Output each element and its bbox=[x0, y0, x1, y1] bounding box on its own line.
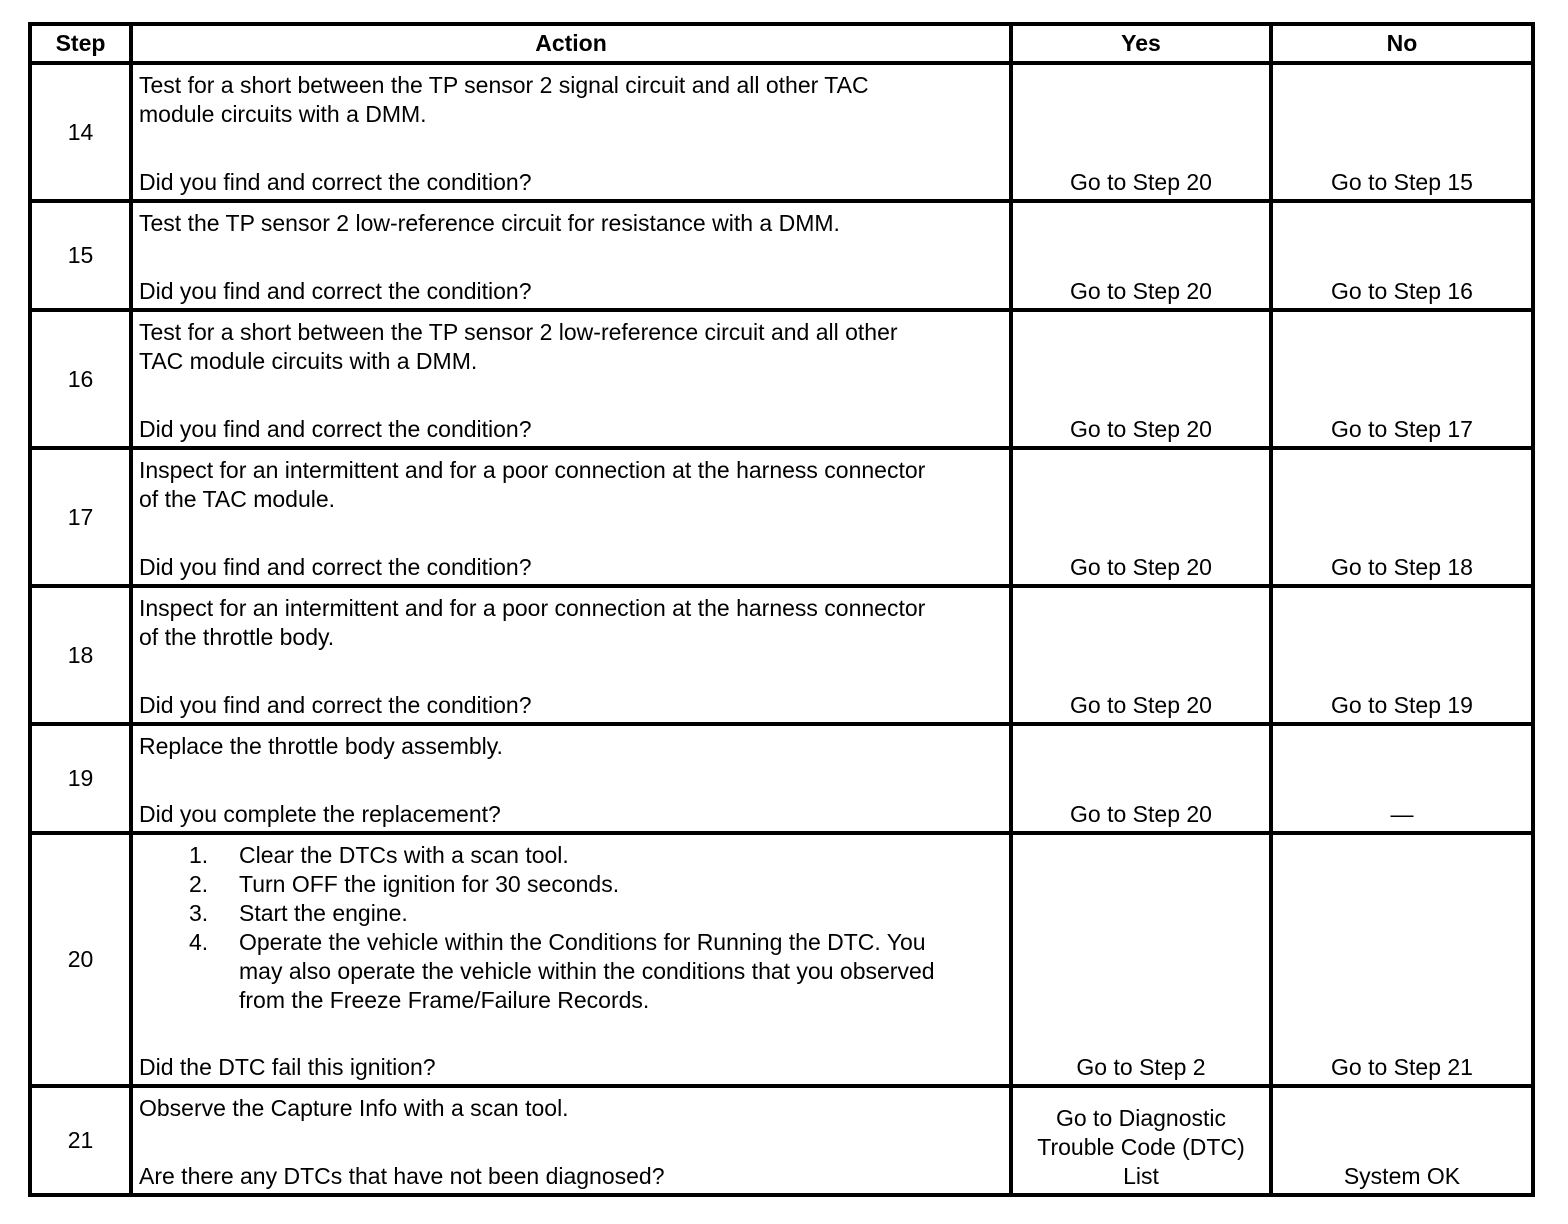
step-number: 19 bbox=[30, 724, 131, 833]
list-item-line: Start the engine. bbox=[239, 900, 408, 926]
action-text bbox=[139, 1094, 1005, 1123]
yes-line: List bbox=[1123, 1163, 1159, 1189]
action-cell bbox=[131, 586, 1011, 724]
list-item-line: may also operate the vehicle within the conditions that you observed bbox=[239, 958, 935, 984]
action-line: Test the TP sensor 2 low-reference circuit for resistance with a DMM. bbox=[139, 210, 840, 236]
action-text bbox=[139, 594, 1005, 652]
action-line: TAC module circuits with a DMM. bbox=[139, 348, 478, 374]
diagnostic-table bbox=[28, 22, 1535, 1197]
action-question: Did you find and correct the condition? bbox=[139, 278, 532, 304]
action-cell bbox=[131, 63, 1011, 201]
list-item-line: from the Freeze Frame/Failure Records. bbox=[239, 987, 650, 1013]
header-row bbox=[30, 24, 1533, 63]
list-item-line: Turn OFF the ignition for 30 seconds. bbox=[239, 871, 620, 897]
list-item-number: 1. bbox=[189, 842, 209, 868]
action-line: Inspect for an intermittent and for a poor connection at the harness connector bbox=[139, 595, 926, 621]
list-item bbox=[189, 841, 1005, 870]
no-cell: Go to Step 16 bbox=[1271, 201, 1533, 310]
step-number: 20 bbox=[30, 833, 131, 1086]
list-item bbox=[189, 899, 1005, 928]
header-action: Action bbox=[131, 24, 1011, 63]
action-question: Did you find and correct the condition? bbox=[139, 416, 532, 442]
action-line: Replace the throttle body assembly. bbox=[139, 733, 503, 759]
list-item bbox=[189, 928, 1005, 1015]
no-cell: Go to Step 18 bbox=[1271, 448, 1533, 586]
no-cell: Go to Step 17 bbox=[1271, 310, 1533, 448]
yes-cell bbox=[1011, 1086, 1271, 1195]
table-row bbox=[30, 586, 1533, 724]
yes-cell: Go to Step 2 bbox=[1011, 833, 1271, 1086]
action-line: Observe the Capture Info with a scan tool. bbox=[139, 1095, 569, 1121]
step-number: 14 bbox=[30, 63, 131, 201]
action-question: Are there any DTCs that have not been diagnosed? bbox=[139, 1163, 665, 1189]
list-item-number: 4. bbox=[189, 929, 209, 955]
yes-cell: Go to Step 20 bbox=[1011, 310, 1271, 448]
action-line: Test for a short between the TP sensor 2 low-reference circuit and all other bbox=[139, 319, 898, 345]
yes-cell: Go to Step 20 bbox=[1011, 586, 1271, 724]
action-question: Did you complete the replacement? bbox=[139, 801, 501, 827]
action-question: Did you find and correct the condition? bbox=[139, 554, 532, 580]
action-text bbox=[139, 318, 1005, 376]
step-number: 17 bbox=[30, 448, 131, 586]
action-text bbox=[139, 209, 1005, 238]
header-no: No bbox=[1271, 24, 1533, 63]
action-text bbox=[139, 71, 1005, 129]
action-cell bbox=[131, 833, 1011, 1086]
table-row bbox=[30, 310, 1533, 448]
step-number: 18 bbox=[30, 586, 131, 724]
action-question: Did the DTC fail this ignition? bbox=[139, 1054, 436, 1080]
action-line: of the throttle body. bbox=[139, 624, 335, 650]
action-question: Did you find and correct the condition? bbox=[139, 169, 532, 195]
step-number: 21 bbox=[30, 1086, 131, 1195]
yes-cell: Go to Step 20 bbox=[1011, 201, 1271, 310]
action-cell bbox=[131, 724, 1011, 833]
table-row bbox=[30, 724, 1533, 833]
action-line: of the TAC module. bbox=[139, 486, 336, 512]
action-cell bbox=[131, 310, 1011, 448]
action-cell bbox=[131, 1086, 1011, 1195]
yes-cell: Go to Step 20 bbox=[1011, 448, 1271, 586]
no-cell: Go to Step 15 bbox=[1271, 63, 1533, 201]
action-line: module circuits with a DMM. bbox=[139, 101, 427, 127]
table-row bbox=[30, 1086, 1533, 1195]
yes-cell: Go to Step 20 bbox=[1011, 63, 1271, 201]
list-item bbox=[189, 870, 1005, 899]
step-number: 16 bbox=[30, 310, 131, 448]
header-yes: Yes bbox=[1011, 24, 1271, 63]
yes-cell: Go to Step 20 bbox=[1011, 724, 1271, 833]
list-item-line: Clear the DTCs with a scan tool. bbox=[239, 842, 569, 868]
action-cell bbox=[131, 201, 1011, 310]
action-question: Did you find and correct the condition? bbox=[139, 692, 532, 718]
yes-line: Go to Diagnostic bbox=[1055, 1105, 1227, 1131]
action-line: Test for a short between the TP sensor 2 signal circuit and all other TAC bbox=[139, 72, 869, 98]
table-row bbox=[30, 201, 1533, 310]
table-row bbox=[30, 448, 1533, 586]
no-cell: Go to Step 21 bbox=[1271, 833, 1533, 1086]
action-text bbox=[139, 456, 1005, 514]
step-number: 15 bbox=[30, 201, 131, 310]
action-line: Inspect for an intermittent and for a poor connection at the harness connector bbox=[139, 457, 926, 483]
no-cell: — bbox=[1271, 724, 1533, 833]
procedure-list bbox=[139, 841, 1005, 1015]
no-cell: Go to Step 19 bbox=[1271, 586, 1533, 724]
header-step: Step bbox=[30, 24, 131, 63]
no-cell: System OK bbox=[1271, 1086, 1533, 1195]
list-item-line: Operate the vehicle within the Conditions for Running the DTC. You bbox=[239, 929, 926, 955]
list-item-number: 2. bbox=[189, 871, 209, 897]
action-cell bbox=[131, 448, 1011, 586]
list-item-number: 3. bbox=[189, 900, 209, 926]
table-row bbox=[30, 833, 1533, 1086]
table-row bbox=[30, 63, 1533, 201]
yes-line: Trouble Code (DTC) bbox=[1037, 1134, 1245, 1160]
action-text bbox=[139, 732, 1005, 761]
